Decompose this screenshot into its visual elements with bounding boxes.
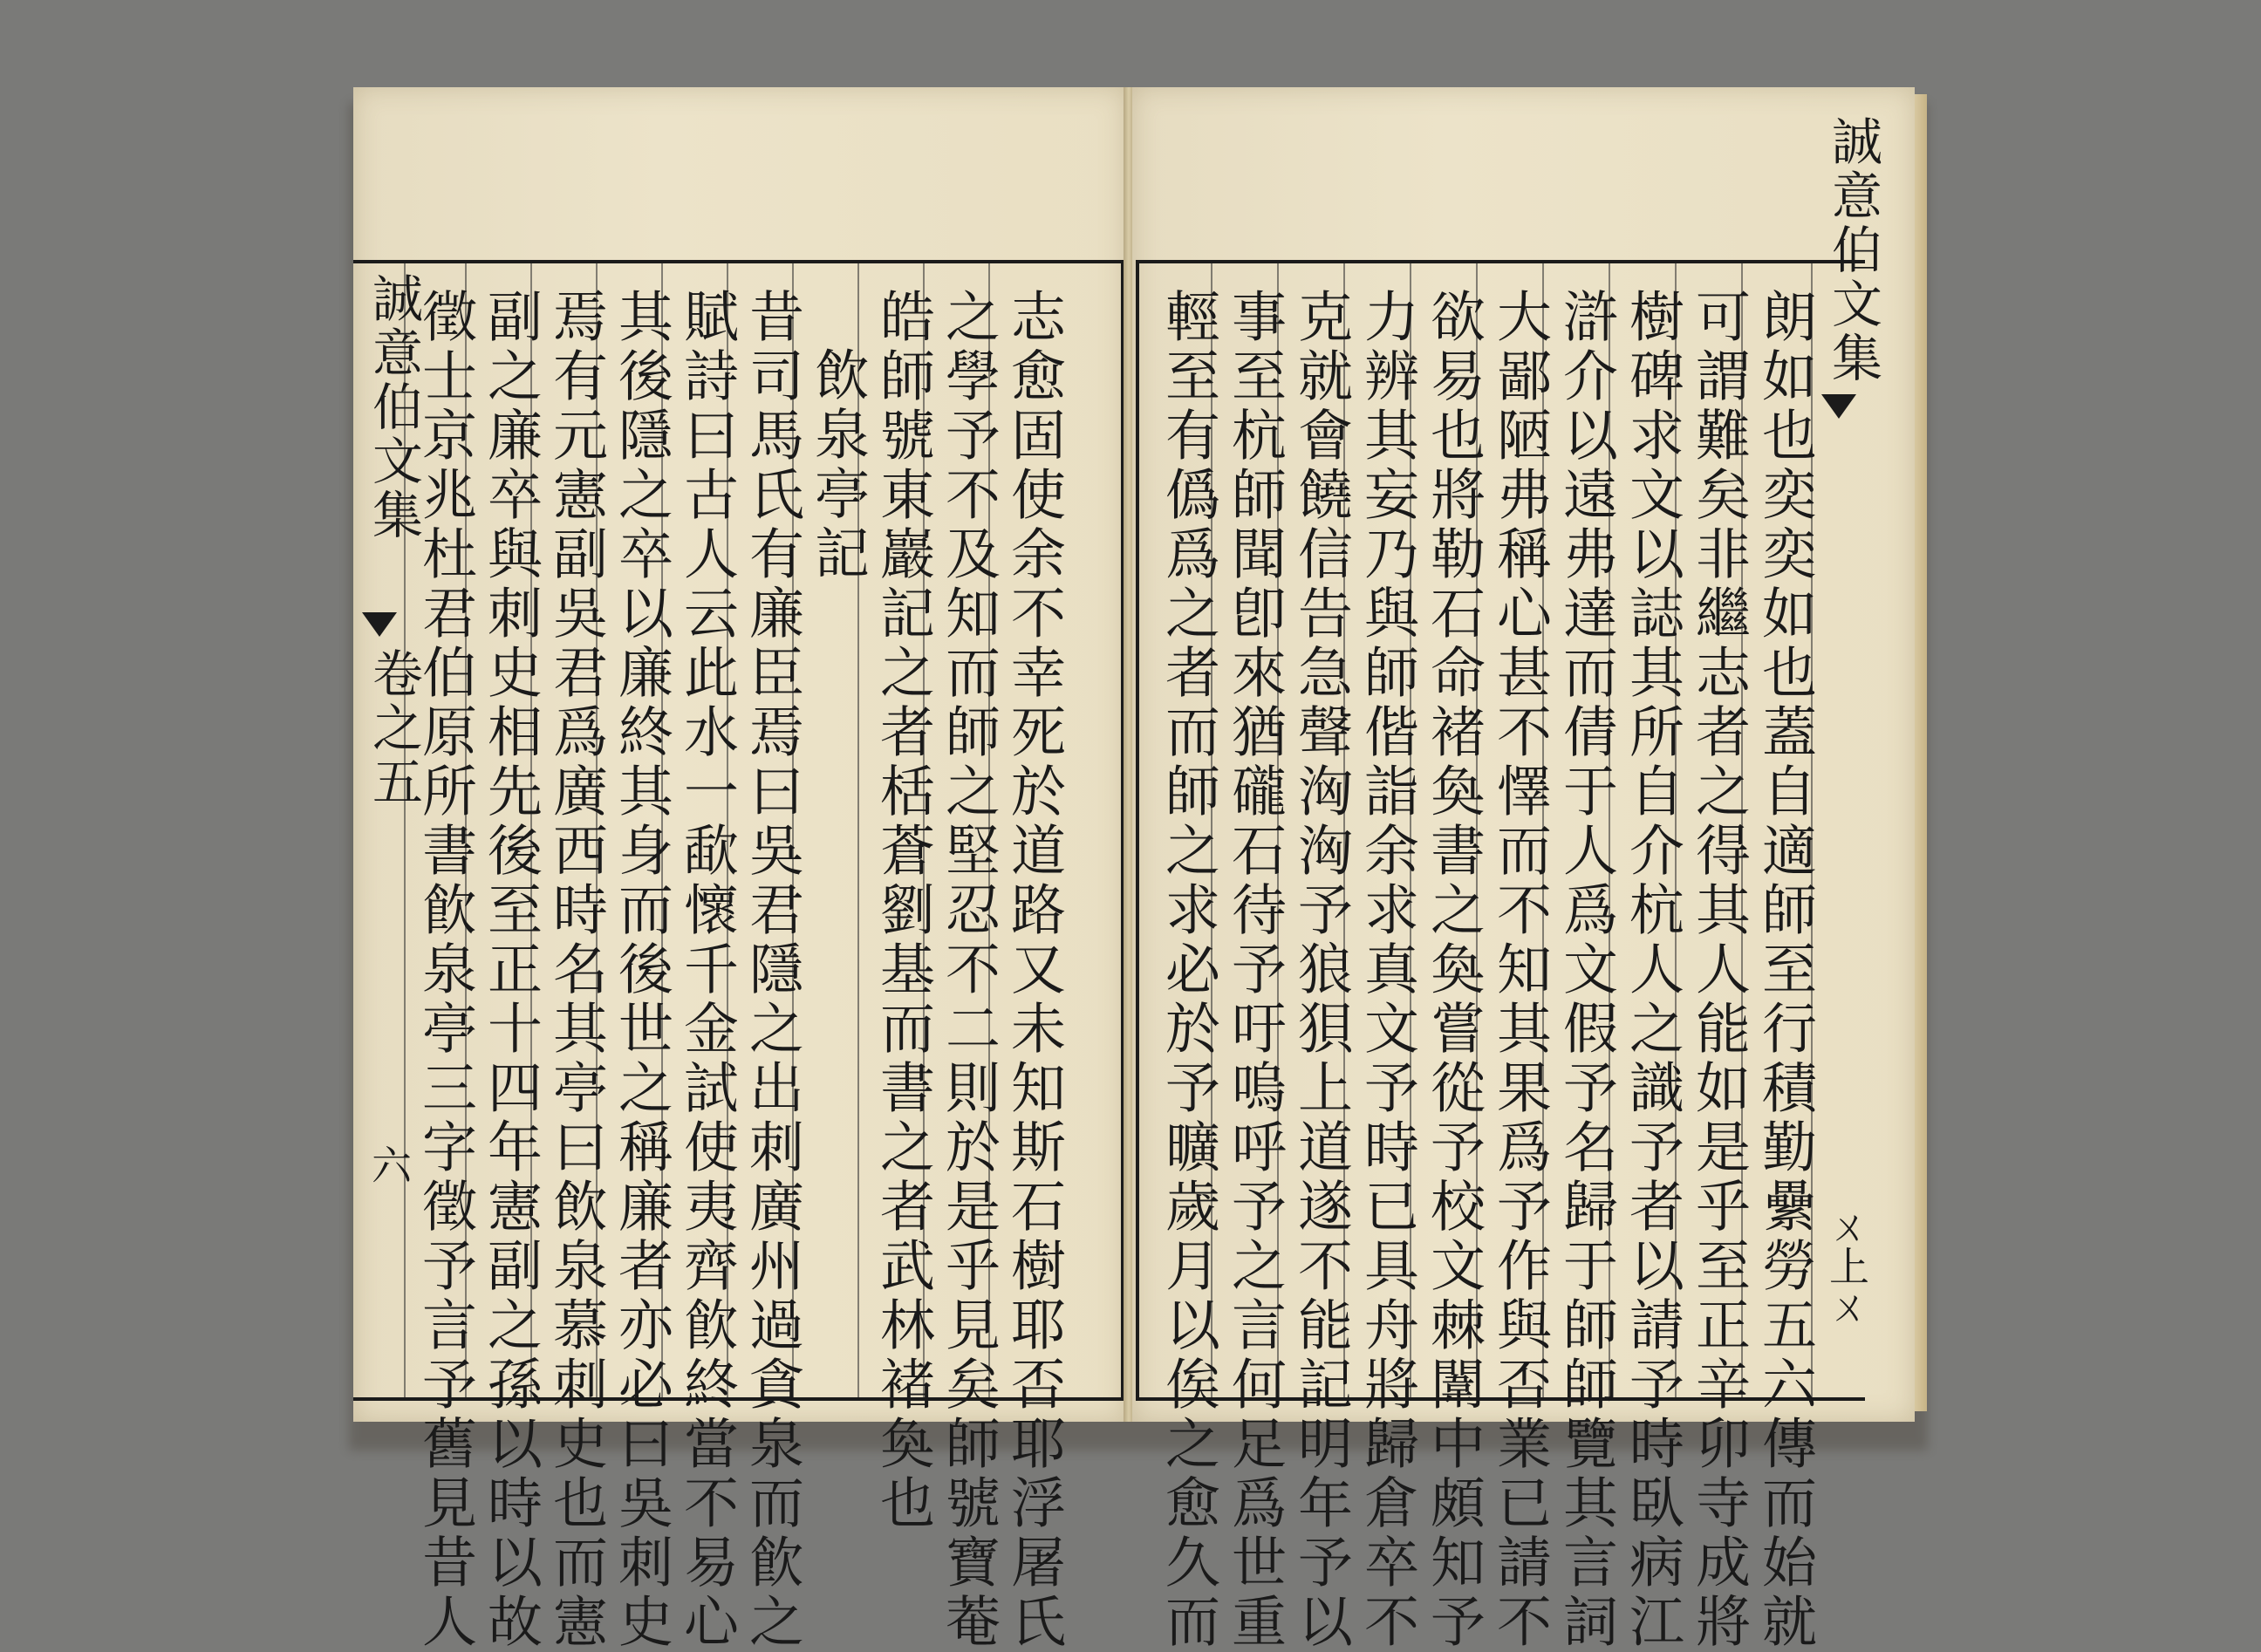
left-page [353, 87, 1125, 1652]
right-column: 滸介以遠弗達而倩于人爲文假予名歸于師師覽其言詞 [1554, 288, 1618, 1652]
left-column: 副之廉卒與刺史相先後至正十四年憲副之孫以時以故 [479, 288, 543, 1652]
left-column: 皓師號東巖記之者栝蒼劉基而書之者武林褚奐也 [871, 288, 935, 1533]
leaf-mark: ㄨ上ㄨ [1823, 1205, 1870, 1326]
juan-label: 卷之五 [364, 647, 423, 809]
right-column: 欲易也將勒石命褚奐書之奐嘗從予校文棘闈中頗知予 [1422, 288, 1486, 1652]
right-column: 事至杭師聞卽來猶礲石待予吁嗚呼予之言何足爲世重 [1223, 288, 1287, 1652]
banxin-title: 誠意伯文集 [1823, 115, 1882, 386]
right-banxin [1813, 115, 1882, 1397]
left-column: 賦詩曰古人云此水一歃懷千金試使夷齊飮終當不易心 [675, 288, 739, 1652]
left-column: 昔司馬氏有廉臣焉曰吳君隱之出刺廣州過貪泉而飮之 [741, 288, 804, 1652]
fish-tail-mark [1821, 394, 1856, 419]
left-banxin [353, 263, 423, 1397]
section-heading: 飲泉亭記 [806, 346, 870, 584]
leaf-number: 六 [365, 1144, 413, 1184]
left-column: 其後隱之卒以廉終其身而後世之稱廉者亦必曰吳刺史 [610, 288, 673, 1652]
right-column: 力辨其妄乃與師偕詣余求真文予時已具舟將歸倉卒不 [1356, 288, 1419, 1652]
banxin-title: 誠意伯文集 [364, 272, 423, 543]
right-page-frame [1136, 115, 1882, 1652]
left-page-frame [353, 260, 1124, 1652]
right-column: 朗如也奕奕如也蓋自適師至行積勤纍勞五六傳而始就 [1753, 288, 1817, 1652]
right-page [1132, 87, 1915, 1652]
right-column: 輕至有僞爲之者而師之求必於予曠歲月以俟之愈久而 [1157, 288, 1220, 1652]
right-column: 可謂難矣非繼志者之得其人能如是乎至正辛卯寺成將 [1687, 288, 1751, 1652]
left-column: 徵士京兆杜君伯原所書飮泉亭三字徵予言予舊見昔人 [413, 288, 477, 1652]
left-column: 志愈固使余不幸死於道路又未知斯石樹耶否耶浮屠氏 [1002, 288, 1066, 1652]
left-column: 之學予不及知而師之堅忍不二則於是乎見矣師號寶菴 [937, 288, 1001, 1652]
fish-tail-mark [362, 612, 397, 637]
right-column: 大鄙陋弗稱心甚不懌而不知其果爲予作與否業已請不 [1488, 288, 1552, 1652]
left-column: 焉有元憲副吳君爲廣西時名其亭曰飲泉慕刺史也而憲 [544, 288, 608, 1652]
right-column: 克就會饒信告急聲洶洶予狼狽上道遂不能記明年予以 [1289, 288, 1353, 1652]
right-column: 樹碑求文以誌其所自介杭人之識予者以請予時臥病江 [1621, 288, 1684, 1652]
